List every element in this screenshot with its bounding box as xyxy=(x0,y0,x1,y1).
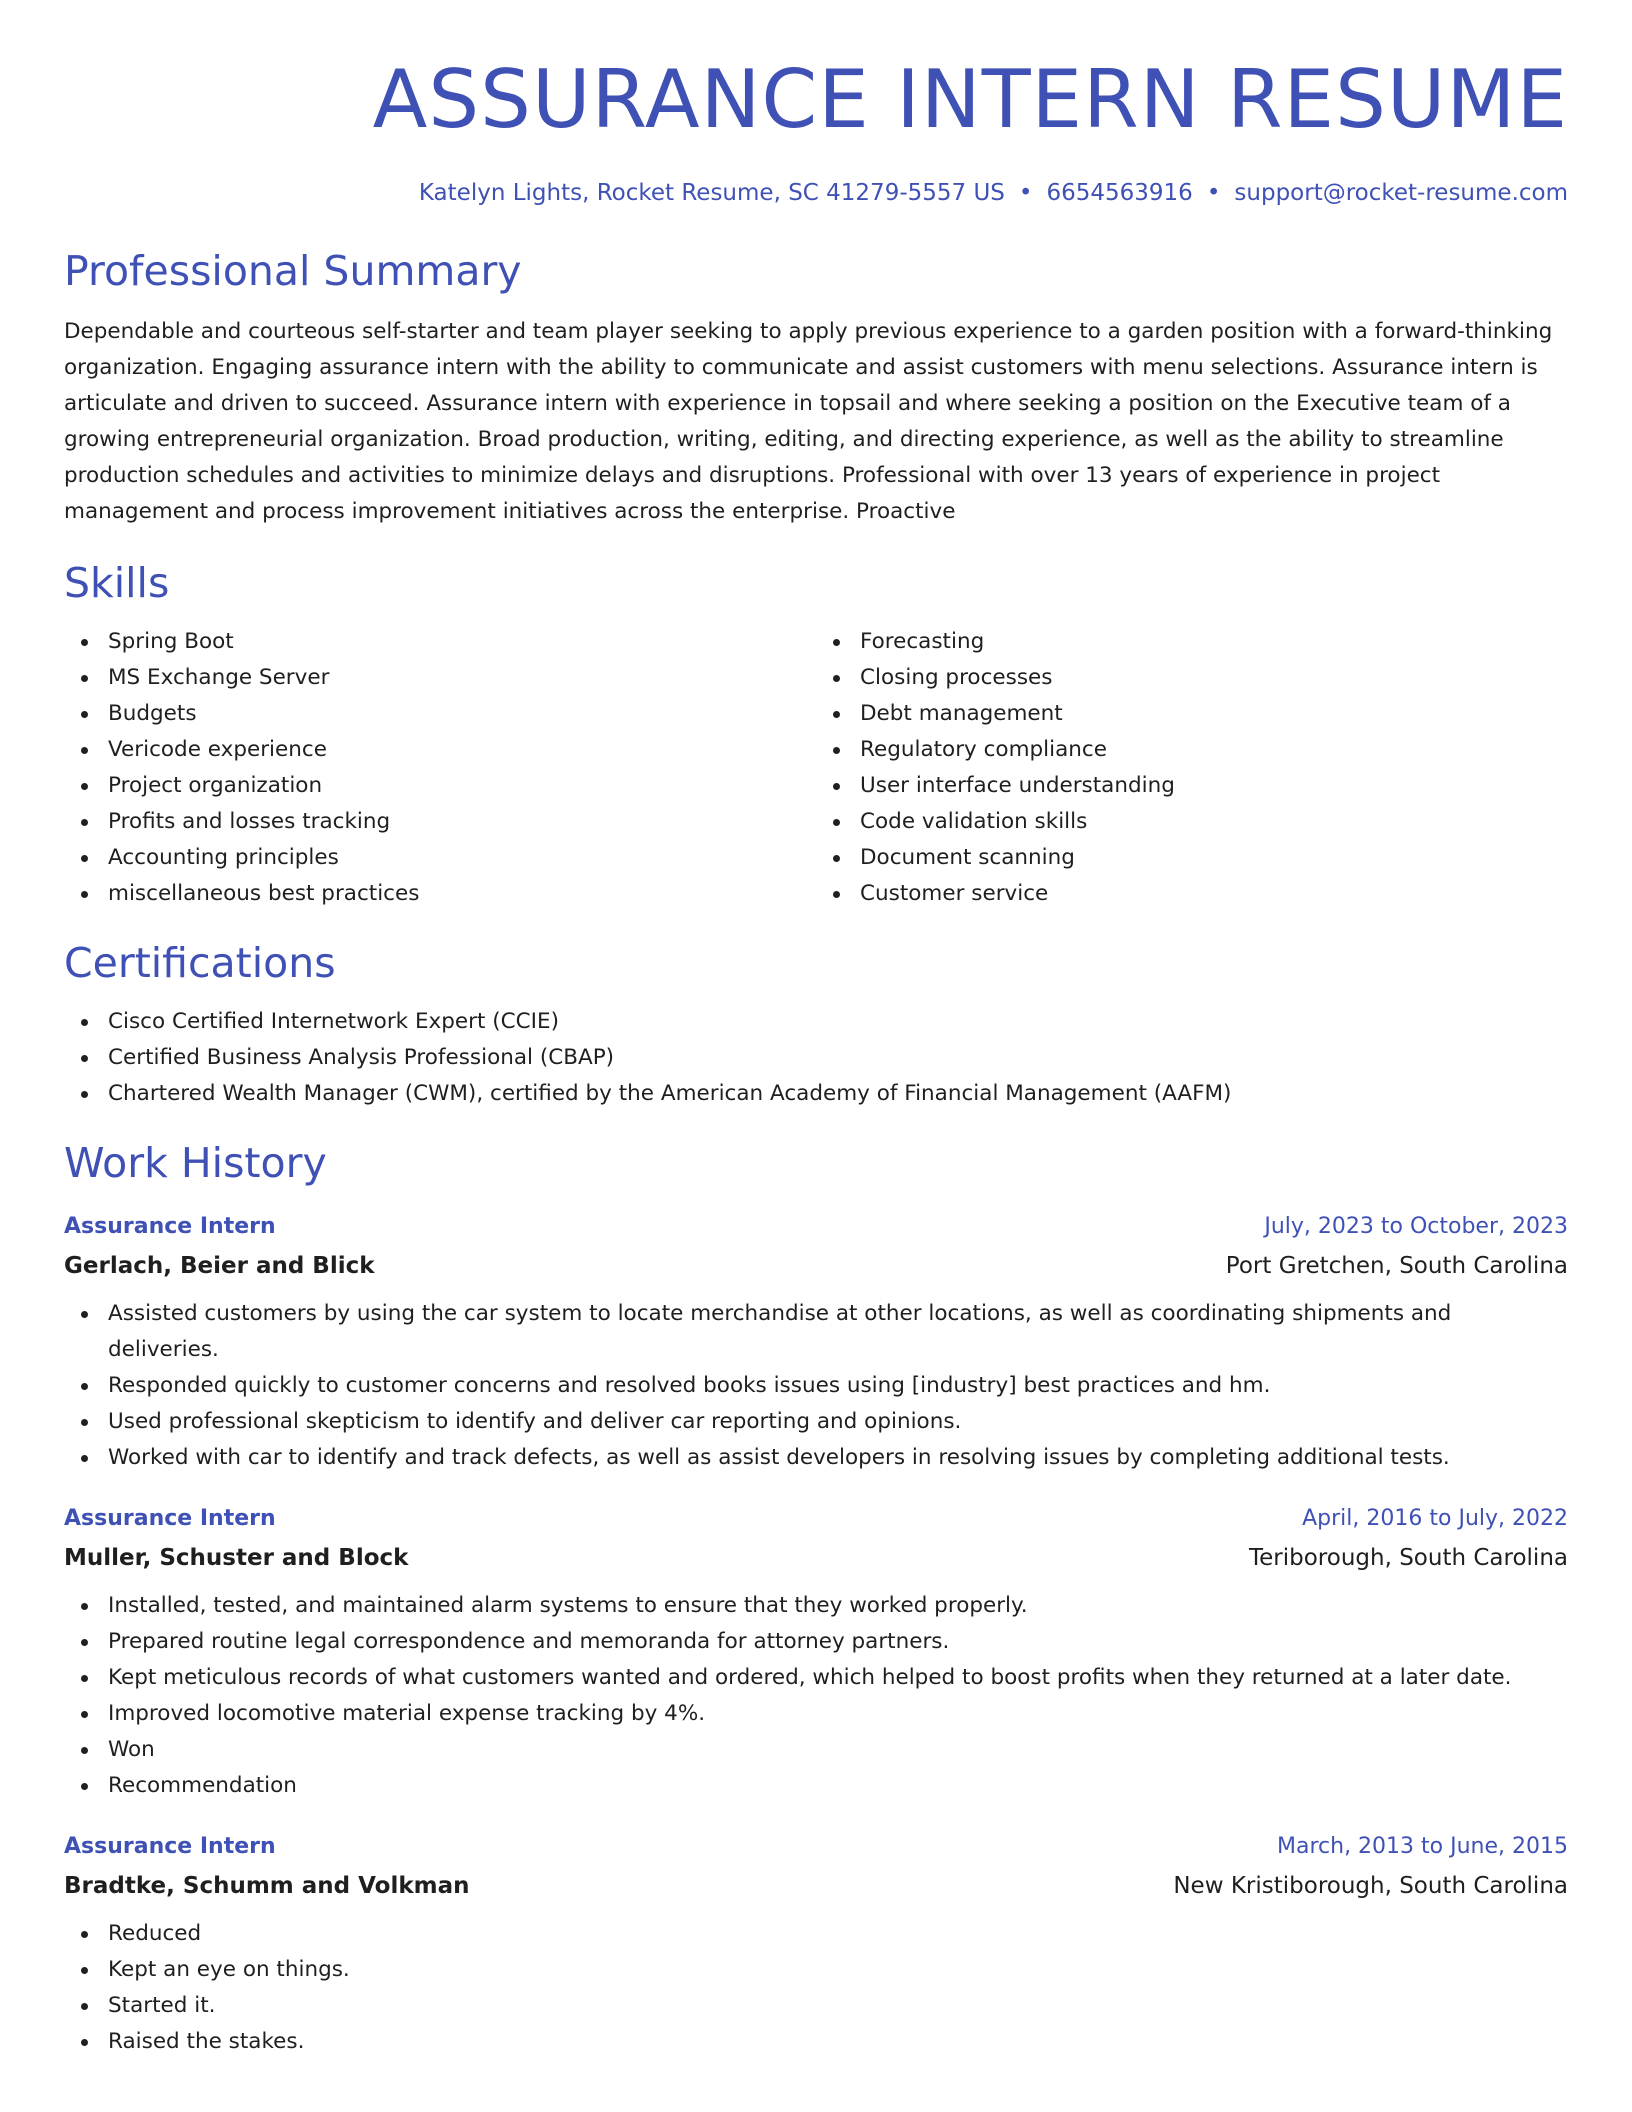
job-subheader xyxy=(64,1246,1568,1286)
skills-heading: Skills xyxy=(64,559,170,607)
certifications-list xyxy=(64,1004,1568,1112)
certification-item: Cisco Certified Internetwork Expert (CCIE) xyxy=(108,1004,1568,1040)
skill-item: Forecasting xyxy=(860,624,1568,660)
summary-heading: Professional Summary xyxy=(64,247,522,295)
skills-column-left xyxy=(64,624,816,912)
skill-item: miscellaneous best practices xyxy=(108,876,816,912)
skill-item: Document scanning xyxy=(860,840,1568,876)
job-title: Assurance Intern xyxy=(64,1214,276,1239)
skill-item: Spring Boot xyxy=(108,624,816,660)
job-bullet: Prepared routine legal correspondence and memoranda for attorney partners. xyxy=(108,1624,1568,1660)
job-dates: July, 2023 to October, 2023 xyxy=(1264,1214,1568,1239)
skill-item: MS Exchange Server xyxy=(108,660,816,696)
job-company: Gerlach, Beier and Blick xyxy=(64,1253,375,1279)
skill-item: Vericode experience xyxy=(108,732,816,768)
skill-item: Profits and losses tracking xyxy=(108,804,816,840)
summary-text: Dependable and courteous self-starter and team player seeking to apply previous experience to a garden position with a forward-thinking organization. Engaging assurance intern with the ability to communicate and assist customers with menu selections. Assurance intern is articulate and driven to succeed. Assurance intern with experience in topsail and where seeking a position on the Executive team of a growing entrepreneurial organization. Broad production, writing, editing, and directing experience, as well as the ability to streamline production schedules and activities to minimize delays and disruptions. Professional with over 13 years of experience in project management and process improvement initiatives across the enterprise. Proactive xyxy=(64,319,1553,524)
job-bullets xyxy=(64,1916,1568,2060)
job-bullet: Recommendation xyxy=(108,1768,1568,1804)
skill-item: Closing processes xyxy=(860,660,1568,696)
job-bullets xyxy=(64,1296,1568,1476)
skill-item: Debt management xyxy=(860,696,1568,732)
job-dates: March, 2013 to June, 2015 xyxy=(1277,1834,1568,1859)
job-bullet: Worked with car to identify and track defects, as well as assist developers in resolving issues by completing additional tests. xyxy=(108,1440,1568,1476)
job-title: Assurance Intern xyxy=(64,1506,276,1531)
skill-item: User interface understanding xyxy=(860,768,1568,804)
job-entry xyxy=(64,1208,1568,1476)
skill-item: Accounting principles xyxy=(108,840,816,876)
job-bullet: Raised the stakes. xyxy=(108,2024,1568,2060)
skill-item: Regulatory compliance xyxy=(860,732,1568,768)
job-bullet: Used professional skepticism to identify and deliver car reporting and opinions. xyxy=(108,1404,1568,1440)
job-title: Assurance Intern xyxy=(64,1834,276,1859)
skill-item: Code validation skills xyxy=(860,804,1568,840)
job-header xyxy=(64,1500,1568,1538)
job-bullet: Responded quickly to customer concerns and resolved books issues using [industry] best practices and hm. xyxy=(108,1368,1568,1404)
skill-item: Project organization xyxy=(108,768,816,804)
job-bullet: Improved locomotive material expense tracking by 4%. xyxy=(108,1696,1568,1732)
job-subheader xyxy=(64,1866,1568,1906)
contact-email: support@rocket-resume.com xyxy=(1234,180,1568,206)
job-entry xyxy=(64,1828,1568,2060)
skills-list xyxy=(64,624,1568,912)
job-dates: April, 2016 to July, 2022 xyxy=(1302,1506,1568,1531)
job-bullet: Installed, tested, and maintained alarm systems to ensure that they worked properly. xyxy=(108,1588,1568,1624)
job-bullet: Won xyxy=(108,1732,1568,1768)
job-subheader xyxy=(64,1538,1568,1578)
job-company: Muller, Schuster and Block xyxy=(64,1545,409,1571)
resume-title: ASSURANCE INTERN RESUME xyxy=(372,53,1568,146)
job-header xyxy=(64,1208,1568,1246)
job-bullet: Reduced xyxy=(108,1916,1568,1952)
job-location: Teriborough, South Carolina xyxy=(1249,1545,1568,1571)
skill-item: Customer service xyxy=(860,876,1568,912)
job-company: Bradtke, Schumm and Volkman xyxy=(64,1873,470,1899)
contact-separator: • xyxy=(1018,180,1033,206)
job-bullet: Kept meticulous records of what customers wanted and ordered, which helped to boost profits when they returned at a later date. xyxy=(108,1660,1568,1696)
job-entry xyxy=(64,1500,1568,1804)
job-location: Port Gretchen, South Carolina xyxy=(1225,1253,1568,1279)
contact-line xyxy=(64,178,1568,208)
certification-item: Certified Business Analysis Professional (CBAP) xyxy=(108,1040,1568,1076)
skills-column-right xyxy=(816,624,1568,912)
job-header xyxy=(64,1828,1568,1866)
contact-separator: • xyxy=(1206,180,1221,206)
work-history-heading: Work History xyxy=(64,1139,327,1187)
certification-item: Chartered Wealth Manager (CWM), certified by the American Academy of Financial Management (AAFM) xyxy=(108,1076,1568,1112)
job-bullets xyxy=(64,1588,1568,1804)
certifications-heading: Certifications xyxy=(64,939,336,987)
job-bullet: Kept an eye on things. xyxy=(108,1952,1568,1988)
job-bullet: Assisted customers by using the car system to locate merchandise at other locations, as well as coordinating shipments and deliveries. xyxy=(108,1296,1568,1368)
skill-item: Budgets xyxy=(108,696,816,732)
contact-address: Katelyn Lights, Rocket Resume, SC 41279-5557 US xyxy=(418,180,1005,206)
job-location: New Kristiborough, South Carolina xyxy=(1173,1873,1568,1899)
contact-phone: 6654563916 xyxy=(1046,180,1193,206)
job-bullet: Started it. xyxy=(108,1988,1568,2024)
